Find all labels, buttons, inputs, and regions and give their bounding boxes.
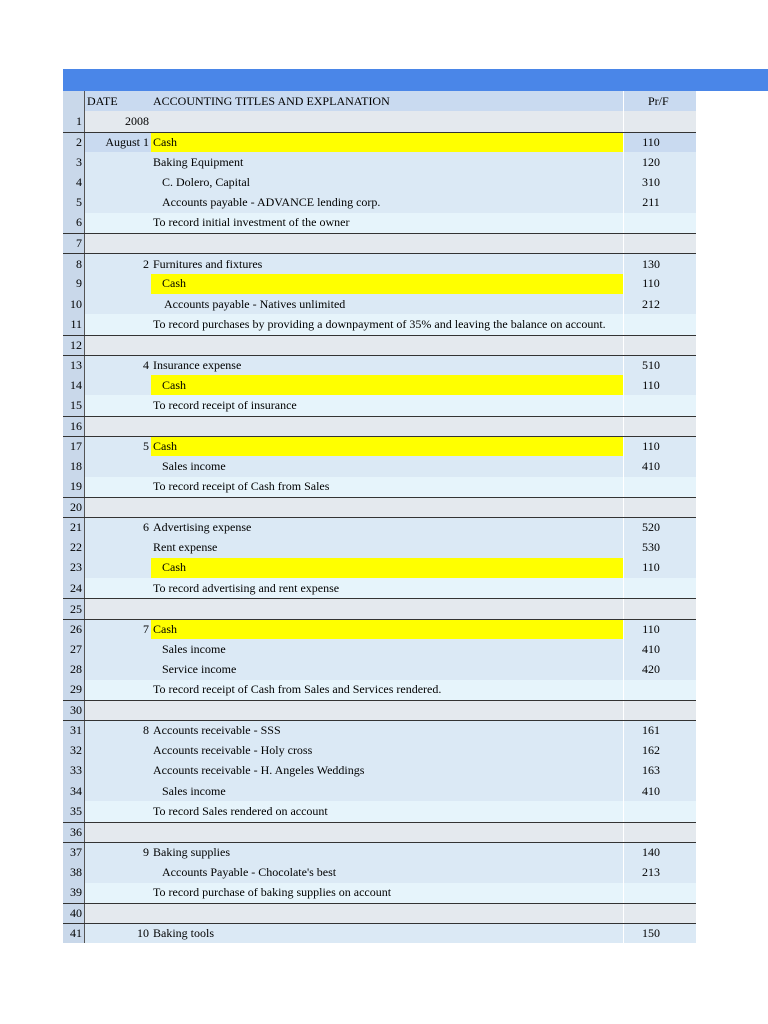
table-row (63, 923, 696, 943)
prf-cell[interactable]: 140 (623, 843, 696, 862)
row-number[interactable]: 40 (63, 904, 85, 923)
table-row (63, 456, 696, 476)
prf-cell[interactable]: 110 (623, 274, 696, 294)
date-cell[interactable] (85, 375, 151, 395)
date-cell[interactable] (85, 477, 151, 497)
journal-sheet (63, 91, 696, 943)
title-cell[interactable]: Accounts receivable - Holy cross (153, 743, 313, 758)
table-row (63, 375, 696, 395)
row-number[interactable]: 39 (63, 883, 85, 903)
row-number[interactable]: 28 (63, 659, 85, 679)
title-cell[interactable]: To record Sales rendered on account (153, 804, 328, 819)
title-cell[interactable]: To record advertising and rent expense (153, 580, 340, 595)
title-cell[interactable]: Cash (151, 274, 623, 294)
date-cell[interactable] (85, 781, 151, 801)
table-row (63, 700, 696, 720)
date-cell[interactable] (85, 498, 151, 517)
title-cell[interactable]: To record receipt of Cash from Sales (153, 479, 330, 494)
prf-cell[interactable] (623, 213, 696, 233)
prf-cell[interactable]: 162 (623, 741, 696, 761)
table-row (63, 801, 696, 821)
prf-cell[interactable] (623, 111, 696, 131)
table-row (63, 497, 696, 517)
title-cell[interactable]: To record purchase of baking supplies on account (153, 885, 392, 900)
title-cell[interactable]: Accounts receivable - H. Angeles Weddings (153, 763, 365, 778)
row-number[interactable]: 20 (63, 498, 85, 517)
prf-cell[interactable] (623, 314, 696, 334)
title-cell[interactable] (151, 823, 623, 842)
title-cell[interactable]: Cash (151, 558, 623, 578)
prf-cell[interactable] (623, 417, 696, 436)
title-cell[interactable]: C. Dolero, Capital (162, 174, 250, 189)
prf-cell[interactable]: 110 (623, 375, 696, 395)
title-cell[interactable]: To record receipt of Cash from Sales and Services rendered. (153, 682, 442, 697)
prf-cell[interactable] (623, 599, 696, 618)
prf-cell[interactable] (623, 477, 696, 497)
table-row (63, 395, 696, 415)
title-cell[interactable]: Accounts payable - ADVANCE lending corp. (162, 195, 381, 210)
date-cell[interactable] (85, 801, 151, 821)
table-row (63, 152, 696, 172)
row-number[interactable]: 26 (63, 620, 85, 639)
title-cell[interactable] (151, 111, 623, 131)
row-number[interactable]: 2 (63, 133, 85, 152)
row-number[interactable]: 18 (63, 456, 85, 476)
date-cell[interactable] (85, 274, 151, 294)
table-row (63, 598, 696, 618)
date-cell[interactable] (85, 234, 151, 253)
table-row (63, 680, 696, 700)
prf-cell[interactable]: 410 (623, 781, 696, 801)
prf-cell[interactable]: 211 (623, 192, 696, 212)
date-cell[interactable] (85, 883, 151, 903)
title-cell[interactable]: Cash (151, 437, 623, 456)
prf-cell[interactable]: 161 (623, 721, 696, 740)
prf-cell[interactable]: 410 (623, 456, 696, 476)
date-cell[interactable] (85, 538, 151, 558)
title-cell[interactable]: Sales income (162, 458, 226, 473)
title-cell[interactable]: Baking Equipment (153, 154, 244, 169)
date-cell[interactable] (85, 639, 151, 659)
prf-cell[interactable]: 130 (623, 254, 696, 273)
date-cell[interactable] (85, 395, 151, 415)
date-cell[interactable]: 10 (137, 926, 149, 941)
title-cell[interactable]: Baking tools (153, 926, 215, 941)
table-row (63, 862, 696, 882)
row-number[interactable]: 3 (63, 152, 85, 172)
prf-cell[interactable]: 510 (623, 356, 696, 375)
corner-cell[interactable] (63, 91, 85, 111)
table-row (63, 903, 696, 923)
title-cell[interactable] (151, 336, 623, 355)
titles-column-header[interactable]: ACCOUNTING TITLES AND EXPLANATION (153, 93, 390, 108)
date-cell[interactable] (85, 599, 151, 618)
date-cell[interactable] (85, 172, 151, 192)
row-number[interactable]: 12 (63, 336, 85, 355)
prf-cell[interactable]: 530 (623, 538, 696, 558)
row-number[interactable]: 38 (63, 862, 85, 882)
prf-cell[interactable]: 420 (623, 659, 696, 679)
date-cell[interactable] (85, 862, 151, 882)
date-cell[interactable] (85, 761, 151, 781)
title-cell[interactable]: Cash (151, 620, 623, 639)
row-number[interactable]: 9 (63, 274, 85, 294)
title-cell[interactable]: To record initial investment of the owner (153, 215, 350, 230)
row-number[interactable]: 33 (63, 761, 85, 781)
prf-cell[interactable] (623, 234, 696, 253)
prf-cell[interactable]: 110 (623, 558, 696, 578)
row-number[interactable]: 32 (63, 741, 85, 761)
prf-cell[interactable]: 310 (623, 172, 696, 192)
row-number[interactable]: 10 (63, 294, 85, 314)
date-cell[interactable] (85, 741, 151, 761)
table-row (63, 781, 696, 801)
date-cell[interactable] (85, 659, 151, 679)
date-cell[interactable]: 5 (143, 439, 149, 454)
date-cell[interactable]: 6 (143, 520, 149, 535)
prf-column-header[interactable]: Pr/F (623, 91, 696, 111)
prf-cell[interactable] (623, 680, 696, 700)
date-column-header[interactable]: DATE (87, 93, 118, 108)
row-number[interactable]: 1 (63, 111, 85, 131)
title-cell[interactable]: Rent expense (153, 540, 218, 555)
date-cell[interactable] (85, 456, 151, 476)
date-cell[interactable] (85, 701, 151, 720)
prf-cell[interactable]: 520 (623, 518, 696, 537)
table-row (63, 538, 696, 558)
table-row (63, 761, 696, 781)
prf-cell[interactable]: 163 (623, 761, 696, 781)
prf-cell[interactable]: 120 (623, 152, 696, 172)
date-cell[interactable] (85, 213, 151, 233)
title-cell[interactable]: To record purchases by providing a downpayment of 35% and leaving the balance on account. (153, 316, 606, 331)
date-cell[interactable]: 4 (143, 358, 149, 372)
row-number[interactable]: 29 (63, 680, 85, 700)
title-cell[interactable]: Furnitures and fixtures (153, 256, 263, 271)
date-cell[interactable] (85, 823, 151, 842)
title-cell[interactable] (151, 498, 623, 517)
date-cell[interactable]: 2008 (125, 113, 149, 128)
title-cell[interactable]: Cash (151, 375, 623, 395)
row-number[interactable]: 36 (63, 823, 85, 842)
sheet-header-bar (63, 69, 768, 91)
date-cell[interactable] (85, 578, 151, 598)
row-number[interactable]: 17 (63, 437, 85, 456)
table-row (63, 233, 696, 253)
prf-cell[interactable]: 150 (623, 924, 696, 943)
date-cell[interactable]: 2 (143, 256, 149, 271)
prf-cell[interactable]: 110 (623, 620, 696, 639)
prf-cell[interactable] (623, 701, 696, 720)
column-header-row (63, 91, 696, 111)
title-cell[interactable] (151, 234, 623, 253)
prf-cell[interactable]: 110 (623, 437, 696, 456)
title-cell[interactable]: Accounts receivable - SSS (153, 723, 281, 738)
row-number[interactable]: 19 (63, 477, 85, 497)
prf-cell[interactable]: 213 (623, 862, 696, 882)
prf-cell[interactable] (623, 578, 696, 598)
row-number[interactable]: 5 (63, 192, 85, 212)
prf-cell[interactable]: 410 (623, 639, 696, 659)
table-row (63, 192, 696, 212)
row-number[interactable]: 24 (63, 578, 85, 598)
prf-cell[interactable]: 212 (623, 294, 696, 314)
title-cell[interactable]: Insurance expense (153, 358, 242, 372)
prf-cell[interactable] (623, 498, 696, 517)
table-row (63, 416, 696, 436)
row-number[interactable]: 23 (63, 558, 85, 578)
table-row (63, 822, 696, 842)
prf-cell[interactable] (623, 801, 696, 821)
row-number[interactable]: 27 (63, 639, 85, 659)
title-cell[interactable]: Accounts Payable - Chocolate's best (162, 864, 337, 879)
row-number[interactable]: 35 (63, 801, 85, 821)
table-row (63, 558, 696, 578)
table-row (63, 314, 696, 334)
title-cell[interactable]: To record receipt of insurance (153, 398, 297, 413)
table-row (63, 253, 696, 273)
date-cell[interactable] (85, 680, 151, 700)
table-row (63, 659, 696, 679)
row-number[interactable]: 22 (63, 538, 85, 558)
table-row (63, 578, 696, 598)
table-row (63, 883, 696, 903)
date-cell[interactable] (85, 904, 151, 923)
row-number[interactable]: 14 (63, 375, 85, 395)
row-number[interactable]: 16 (63, 417, 85, 436)
date-cell[interactable] (85, 558, 151, 578)
title-cell[interactable]: Advertising expense (153, 520, 252, 535)
table-row (63, 335, 696, 355)
row-number[interactable]: 37 (63, 843, 85, 862)
row-number[interactable]: 8 (63, 254, 85, 273)
row-number[interactable]: 11 (63, 314, 85, 334)
title-cell[interactable] (151, 701, 623, 720)
table-row (63, 294, 696, 314)
table-row (63, 517, 696, 537)
table-row (63, 639, 696, 659)
table-row (63, 720, 696, 740)
date-cell[interactable] (85, 294, 151, 314)
title-cell[interactable]: Accounts payable - Natives unlimited (164, 296, 346, 311)
date-cell[interactable] (85, 336, 151, 355)
date-cell[interactable] (85, 314, 151, 334)
prf-cell[interactable] (623, 904, 696, 923)
table-row (63, 436, 696, 456)
date-cell[interactable]: 9 (143, 845, 149, 860)
row-number[interactable]: 30 (63, 701, 85, 720)
table-row (63, 274, 696, 294)
row-number[interactable]: 34 (63, 781, 85, 801)
date-cell[interactable]: 7 (143, 621, 149, 636)
table-row (63, 741, 696, 761)
title-cell[interactable] (151, 417, 623, 436)
title-cell[interactable]: Baking supplies (153, 845, 230, 860)
table-row (63, 355, 696, 375)
prf-cell[interactable] (623, 336, 696, 355)
title-cell[interactable] (151, 904, 623, 923)
prf-cell[interactable] (623, 883, 696, 903)
row-number[interactable]: 4 (63, 172, 85, 192)
title-cell[interactable]: Sales income (162, 783, 226, 798)
table-row (63, 213, 696, 233)
prf-cell[interactable]: 110 (623, 133, 696, 152)
date-cell[interactable]: August 1 (105, 134, 149, 149)
row-number[interactable]: 13 (63, 356, 85, 375)
title-cell[interactable]: Service income (162, 661, 237, 676)
prf-cell[interactable] (623, 823, 696, 842)
title-cell[interactable]: Cash (151, 133, 623, 152)
table-row (63, 477, 696, 497)
date-cell[interactable] (85, 192, 151, 212)
prf-cell[interactable] (623, 395, 696, 415)
date-cell[interactable] (85, 152, 151, 172)
title-cell[interactable]: Sales income (162, 641, 226, 656)
date-cell[interactable] (85, 417, 151, 436)
date-cell[interactable]: 8 (143, 723, 149, 738)
table-row (63, 842, 696, 862)
table-row (63, 111, 696, 131)
row-number[interactable]: 15 (63, 395, 85, 415)
table-row (63, 619, 696, 639)
row-number[interactable]: 6 (63, 213, 85, 233)
row-number[interactable]: 25 (63, 599, 85, 618)
row-number[interactable]: 41 (63, 924, 85, 943)
row-number[interactable]: 31 (63, 721, 85, 740)
table-row (63, 172, 696, 192)
row-number[interactable]: 21 (63, 518, 85, 537)
title-cell[interactable] (151, 599, 623, 618)
table-row (63, 132, 696, 152)
row-number[interactable]: 7 (63, 234, 85, 253)
